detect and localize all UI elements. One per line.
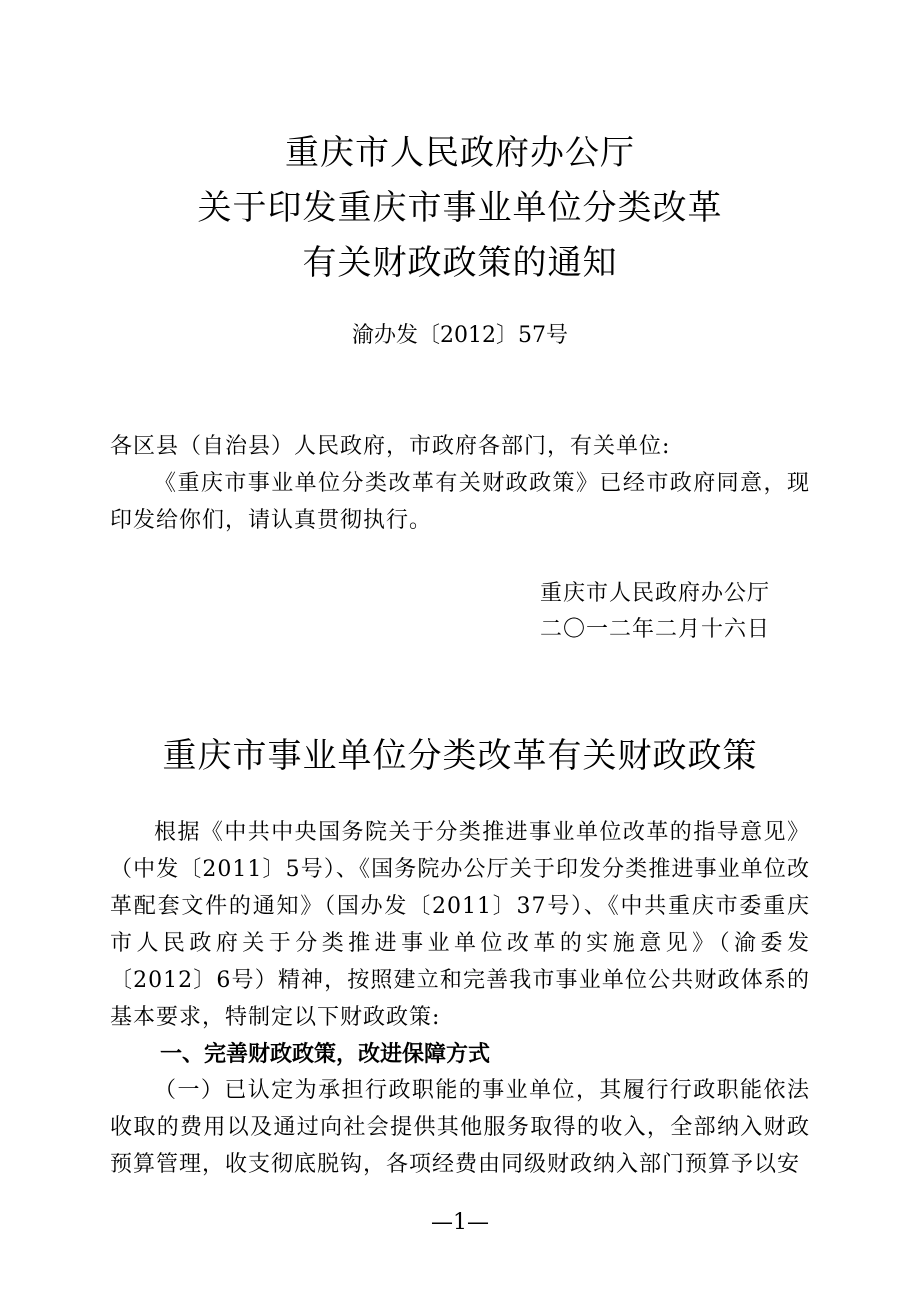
policy-intro: 根据《中共中央国务院关于分类推进事业单位改革的指导意见》（中发〔2011〕5号）、《国务院办公厅关于印发分类推进事业单位改革配套文件的通知》（国办发〔2011〕37号）、《中共重庆市委重庆市人民政府关于分类推进事业单位改革的实施意见》（渝委发〔2012〕6号）精神，按照建立和完善我市事业单位公共财政体系的基本要求，特制定以下财政政策:: [110, 820, 810, 1030]
notice-title-line-1: 重庆市人民政府办公厅: [285, 133, 635, 173]
page-number: —1—: [431, 1210, 489, 1235]
document-number: 渝办发〔2012〕57号: [352, 323, 568, 348]
signature-organization: 重庆市人民政府办公厅: [540, 581, 771, 606]
signature-date: 二〇一二年二月十六日: [540, 617, 771, 642]
notice-title-line-2: 关于印发重庆市事业单位分类改革: [197, 188, 723, 228]
policy-title: 重庆市事业单位分类改革有关财政政策: [162, 736, 758, 776]
section-heading: 一、完善财政政策，改进保障方式: [160, 1042, 491, 1067]
notice-body: 《重庆市事业单位分类改革有关财政政策》已经市政府同意，现印发给你们，请认真贯彻执行。: [110, 471, 810, 533]
section-paragraph: （一）已认定为承担行政职能的事业单位，其履行行政职能依法收取的费用以及通过向社会提供其他服务取得的收入，全部纳入财政预算管理，收支彻底脱钩，各项经费由同级财政纳入部门预算予以安: [110, 1078, 810, 1177]
notice-title-line-3: 有关财政政策的通知: [302, 243, 618, 283]
addressee: 各区县（自治县）人民政府，市政府各部门，有关单位:: [110, 434, 671, 459]
